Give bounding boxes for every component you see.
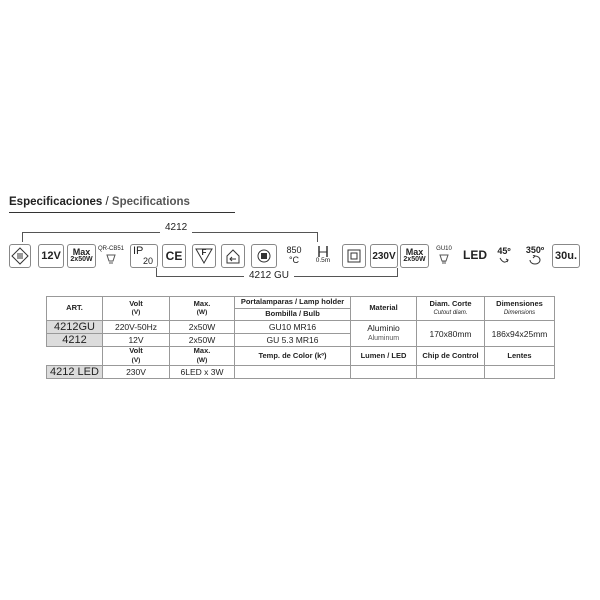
tilt-45-icon: 45º — [493, 244, 515, 266]
row-art: 4212GU — [47, 321, 103, 334]
class-ii-icon — [9, 244, 31, 268]
distance-icon: 0.5m — [315, 256, 331, 264]
header-max: Max. (W) — [170, 297, 235, 321]
header-portalamparas: Portalamparas / Lamp holder — [235, 297, 351, 309]
row-art: 4212 LED — [47, 366, 103, 379]
header2-volt: Volt (V) — [103, 347, 170, 366]
led-icon: LED — [463, 248, 487, 262]
model-bracket-bottom-label: 4212 GU — [244, 270, 294, 281]
spec-table — [46, 296, 555, 379]
row-max: 2x50W — [170, 321, 235, 334]
ip-rating-icon: IP 20 — [130, 244, 158, 268]
header2-color-temp: Temp. de Color (kº) — [235, 347, 351, 366]
section-title: Especificaciones / Specifications — [9, 196, 190, 208]
header-dim: Dimensiones Dimensions — [485, 297, 555, 321]
rotation-350-icon: 350º — [522, 244, 548, 266]
table-row — [47, 321, 555, 334]
indoor-use-icon — [221, 244, 245, 268]
title-underline — [9, 212, 235, 213]
ce-mark-icon: CE — [162, 244, 186, 268]
header2-chip: Chip de Control — [417, 347, 485, 366]
square-frame-icon — [342, 244, 366, 268]
model-bracket-top — [22, 232, 318, 242]
voltage-12v-icon: 12V — [38, 244, 64, 268]
header-material: Material — [351, 297, 417, 321]
header-diam: Diam. Corte Cutout diam. — [417, 297, 485, 321]
row-bulb: GU 5.3 MR16 — [235, 334, 351, 347]
lamp-model-icon: QR-CB51 — [98, 244, 124, 266]
row-bulb: GU10 MR16 — [235, 321, 351, 334]
row-art: 4212 — [47, 334, 103, 347]
row-lumen — [351, 366, 417, 379]
row-max: 2x50W — [170, 334, 235, 347]
dim-cell: 186x94x25mm — [485, 321, 555, 347]
pack-units-icon: 30u. — [552, 244, 580, 268]
max-power-icon: Max 2x50W — [67, 244, 96, 268]
header2-lumen: Lumen / LED — [351, 347, 417, 366]
row-volt: 12V — [103, 334, 170, 347]
voltage-230v-icon: 230V — [370, 244, 398, 268]
f-mark-icon: F — [192, 244, 216, 268]
table-header-1 — [47, 297, 555, 309]
table-header-2 — [47, 347, 555, 366]
row-volt: 230V — [103, 366, 170, 379]
glow-wire-icon: 850 °C — [286, 245, 302, 265]
header-art: ART. — [47, 297, 103, 321]
row-max: 6LED x 3W — [170, 366, 235, 379]
row-chip — [417, 366, 485, 379]
recessed-fixture-icon — [251, 244, 277, 268]
header2-max: Max. (W) — [170, 347, 235, 366]
row-lentes — [485, 366, 555, 379]
row-volt: 220V-50Hz — [103, 321, 170, 334]
material-cell: Aluminio Aluminum — [351, 321, 417, 347]
max-power-icon-2: Max 2x50W — [400, 244, 429, 268]
header-volt: Volt (V) — [103, 297, 170, 321]
diam-cell: 170x80mm — [417, 321, 485, 347]
header-bombilla: Bombilla / Bulb — [235, 309, 351, 321]
model-bracket-top-label: 4212 — [160, 222, 192, 233]
row-color-temp — [235, 366, 351, 379]
header2-lentes: Lentes — [485, 347, 555, 366]
table-row — [47, 366, 555, 379]
gu10-lamp-icon: GU10 — [433, 244, 455, 266]
